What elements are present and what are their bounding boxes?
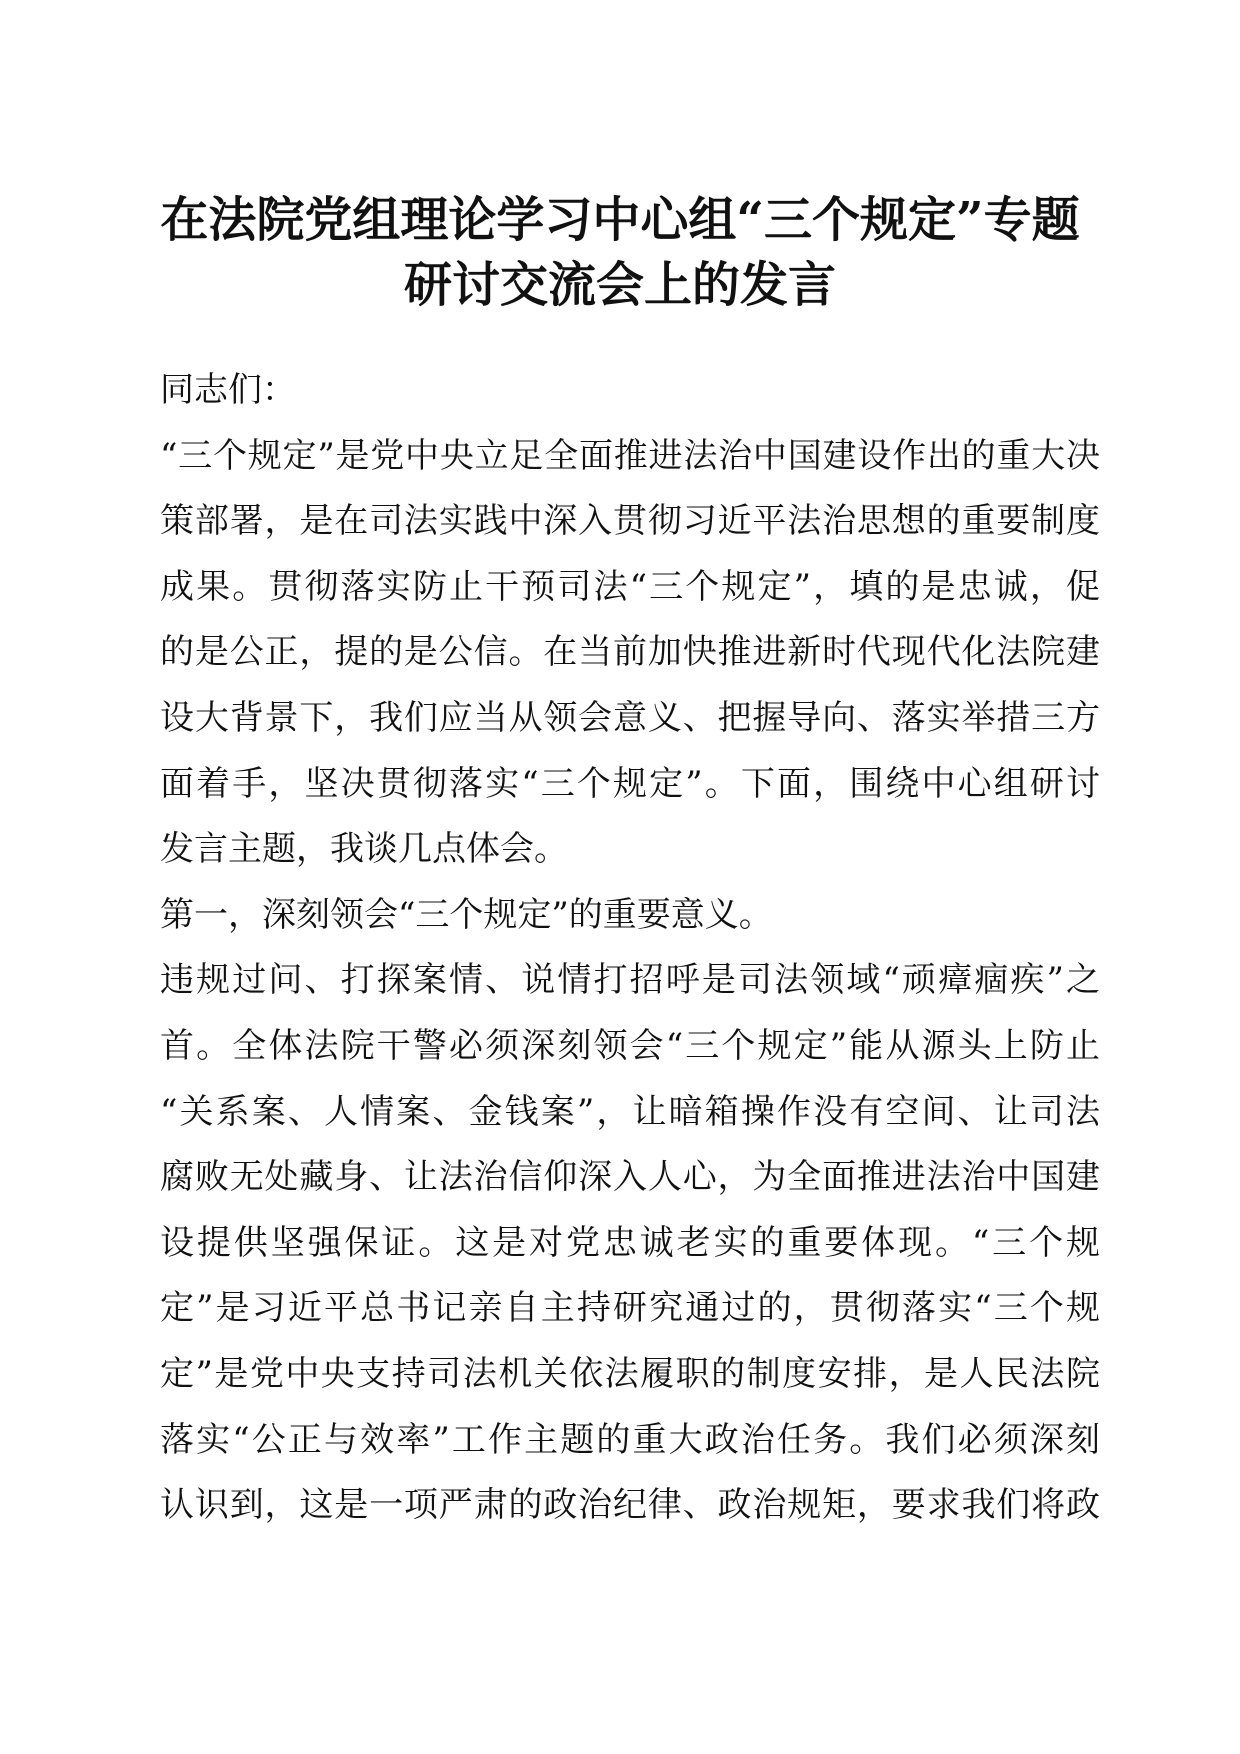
body-line: 发言主题，我谈几点体会。 (160, 829, 568, 870)
body-line: “关系案、人情案、金钱案”，让暗箱操作没有空间、让司法 (160, 1091, 1100, 1132)
section-heading: 第一，深刻领会“三个规定”的重要意义。 (160, 894, 773, 935)
body-line: 认识到，这是一项严肃的政治纪律、政治规矩，要求我们将政 (160, 1485, 1100, 1526)
body-line: 违规过问、打探案情、说情打招呼是司法领域“顽瘴痼疾”之 (160, 960, 1100, 1001)
body-line: 定”是习近平总书记亲自主持研究通过的，贯彻落实“三个规 (160, 1288, 1100, 1329)
body-line: 面着手，坚决贯彻落实“三个规定”。下面，围绕中心组研讨 (160, 763, 1100, 804)
body-line: 首。全体法院干警必须深刻领会“三个规定”能从源头上防止 (160, 1025, 1100, 1066)
body-line: 定”是党中央支持司法机关依法履职的制度安排，是人民法院 (160, 1353, 1100, 1394)
body-line: 成果。贯彻落实防止干预司法“三个规定”，填的是忠诚，促 (160, 566, 1100, 607)
body-line: 落实“公正与效率”工作主题的重大政治任务。我们必须深刻 (160, 1419, 1100, 1460)
body-line: 设提供坚强保证。这是对党忠诚老实的重要体现。“三个规 (160, 1222, 1100, 1263)
body-line: 腐败无处藏身、让法治信仰深入人心，为全面推进法治中国建 (160, 1157, 1100, 1198)
body-line: 策部署，是在司法实践中深入贯彻习近平法治思想的重要制度 (160, 501, 1100, 542)
body-line: “三个规定”是党中央立足全面推进法治中国建设作出的重大决 (160, 435, 1100, 476)
body-line: 的是公正，提的是公信。在当前加快推进新时代现代化法院建 (160, 632, 1100, 673)
document-body (160, 358, 1100, 1539)
salutation: 同志们： (160, 370, 296, 410)
document-title-line-2: 研讨交流会上的发言 (403, 257, 836, 313)
document-title-line-1: 在法院党组理论学习中心组“三个规定”专题 (160, 192, 1080, 248)
body-line: 设大背景下，我们应当从领会意义、把握导向、落实举措三方 (160, 697, 1100, 738)
